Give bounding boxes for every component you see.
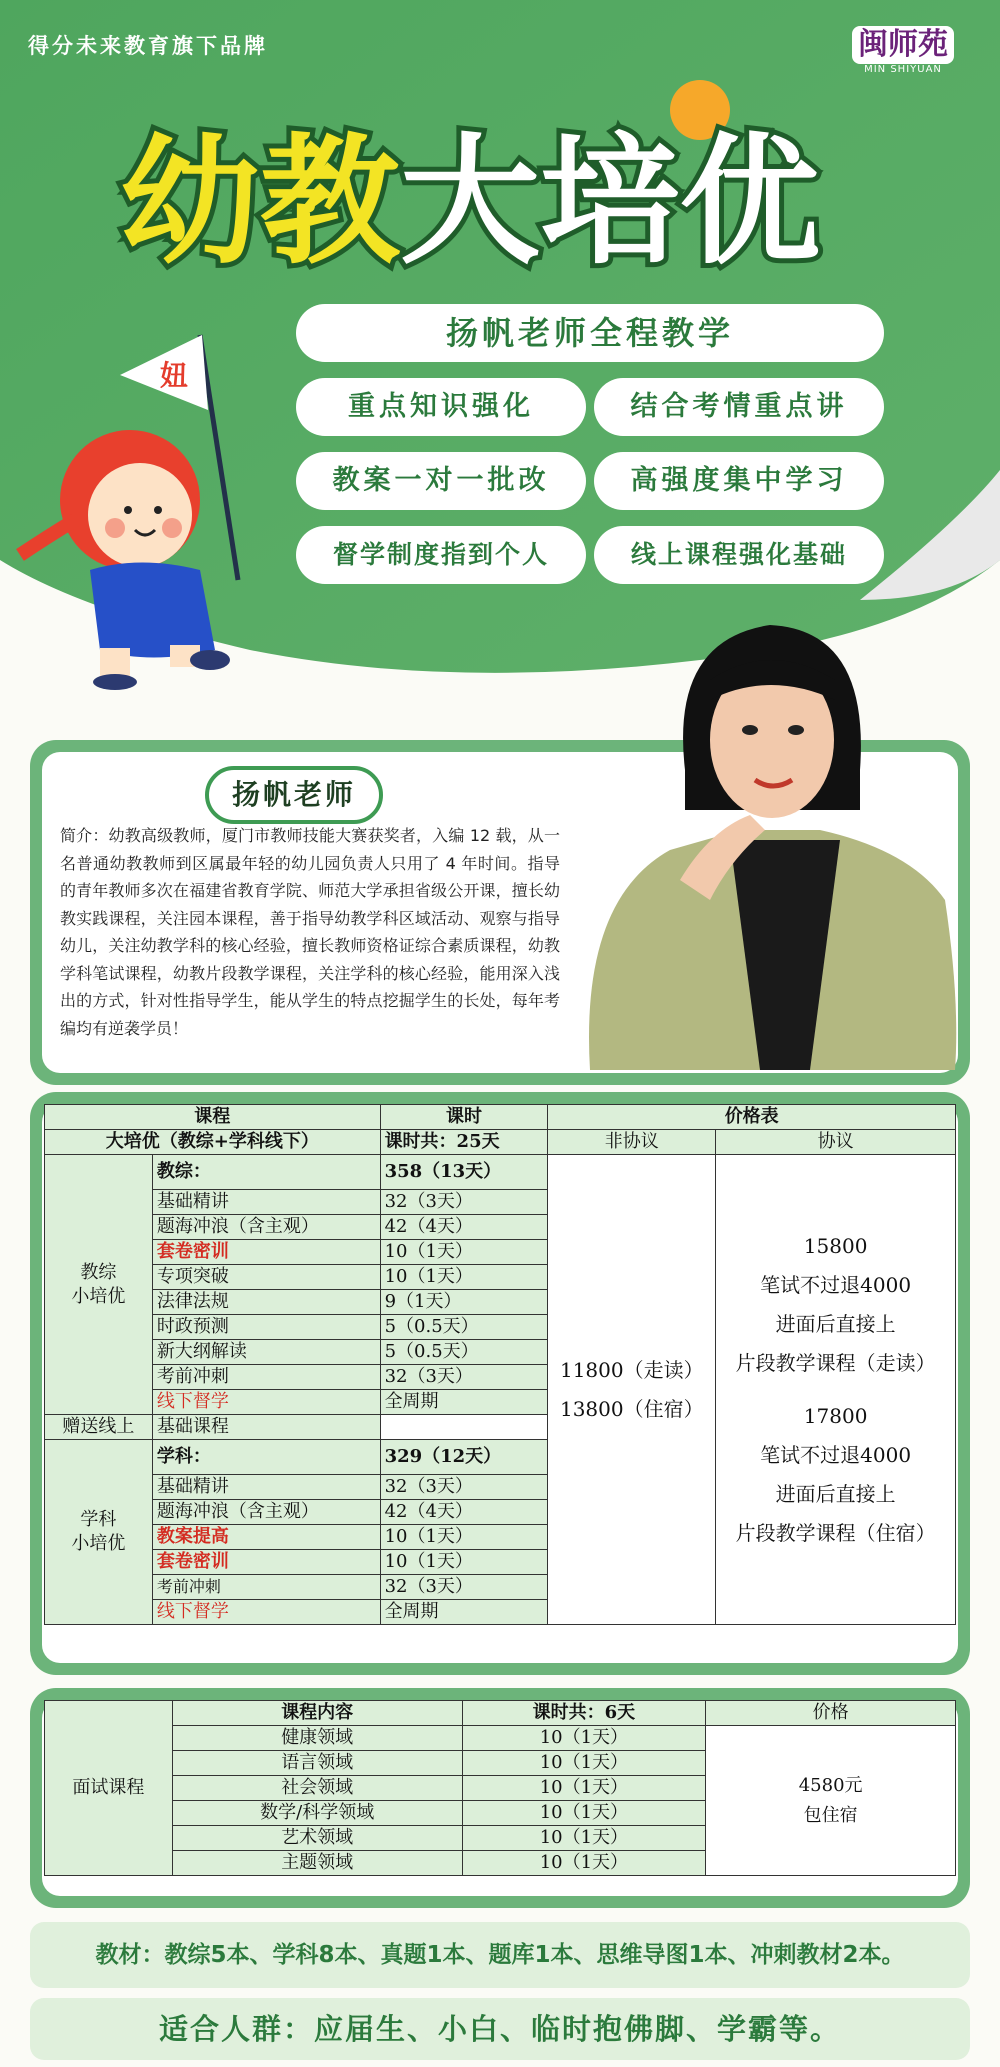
course-hours: 10（1天） bbox=[380, 1240, 548, 1265]
header-agreement: 协议 bbox=[716, 1130, 956, 1155]
course-name: 题海冲浪（含主观） bbox=[152, 1500, 380, 1525]
gift-label: 赠送线上 bbox=[45, 1415, 153, 1440]
domain-hours: 10（1天） bbox=[462, 1776, 706, 1801]
title-part1: 幼教 bbox=[120, 121, 401, 280]
agreement-line: 笔试不过退4000 bbox=[760, 1272, 912, 1297]
agreement-line: 进面后直接上 bbox=[775, 1481, 896, 1506]
course-table bbox=[44, 1104, 956, 1625]
group2-title: 学科： bbox=[152, 1440, 380, 1475]
course-hours: 9（1天） bbox=[380, 1290, 548, 1315]
logo-subtext: MIN SHIYUAN bbox=[864, 64, 942, 75]
domain-name: 健康领域 bbox=[172, 1726, 462, 1751]
gift-hours-empty bbox=[380, 1415, 548, 1440]
feature-pill-4: 高强度集中学习 bbox=[594, 452, 884, 510]
group2-total: 329（12天） bbox=[380, 1440, 548, 1475]
agreement-line: 15800 bbox=[803, 1233, 868, 1258]
course-name: 法律法规 bbox=[152, 1290, 380, 1315]
slogan-pill: 扬帆老师全程教学 bbox=[296, 304, 884, 362]
header-course: 课程 bbox=[45, 1105, 381, 1130]
course-name: 基础精讲 bbox=[152, 1475, 380, 1500]
domain-hours: 10（1天） bbox=[462, 1726, 706, 1751]
course-hours: 10（1天） bbox=[380, 1265, 548, 1290]
group2-label: 学科 小培优 bbox=[45, 1440, 153, 1625]
header-total-hours: 课时共：6天 bbox=[462, 1701, 706, 1726]
agreement-line: 片段教学课程（住宿） bbox=[735, 1520, 936, 1545]
materials-bar: 教材：教综5本、学科8本、真题1本、题库1本、思维导图1本、冲刺教材2本。 bbox=[30, 1922, 970, 1988]
domain-name: 语言领域 bbox=[172, 1751, 462, 1776]
main-title bbox=[100, 110, 900, 280]
course-hours: 全周期 bbox=[380, 1390, 548, 1415]
group1-total: 358（13天） bbox=[380, 1155, 548, 1190]
course-name: 时政预测 bbox=[152, 1315, 380, 1340]
agreement-line: 进面后直接上 bbox=[775, 1311, 896, 1336]
domain-name: 数学/科学领域 bbox=[172, 1801, 462, 1826]
course-name: 套卷密训 bbox=[152, 1240, 380, 1265]
course-hours: 42（4天） bbox=[380, 1500, 548, 1525]
agreement-line: 片段教学课程（走读） bbox=[735, 1350, 936, 1375]
brand-logo bbox=[852, 26, 954, 75]
title-part2: 大培优 bbox=[400, 121, 821, 280]
interview-price: 4580元 bbox=[798, 1774, 863, 1796]
gift-course: 基础课程 bbox=[152, 1415, 380, 1440]
agreement-line: 17800 bbox=[803, 1403, 868, 1428]
course-hours: 全周期 bbox=[380, 1600, 548, 1625]
feature-pill-6: 线上课程强化基础 bbox=[594, 526, 884, 584]
header-content: 课程内容 bbox=[172, 1701, 462, 1726]
course-name: 线下督学 bbox=[152, 1600, 380, 1625]
course-name: 教案提高 bbox=[152, 1525, 380, 1550]
audience-bar: 适合人群：应届生、小白、临时抱佛脚、学霸等。 bbox=[30, 1998, 970, 2060]
course-name: 专项突破 bbox=[152, 1265, 380, 1290]
header-price: 价格 bbox=[706, 1701, 956, 1726]
feature-pill-2: 结合考情重点讲 bbox=[594, 378, 884, 436]
course-name: 考前冲刺 bbox=[152, 1575, 380, 1600]
domain-hours: 10（1天） bbox=[462, 1751, 706, 1776]
course-name: 考前冲刺 bbox=[152, 1365, 380, 1390]
domain-hours: 10（1天） bbox=[462, 1826, 706, 1851]
brand-tag: 得分未来教育旗下品牌 bbox=[28, 34, 268, 58]
course-name: 基础精讲 bbox=[152, 1190, 380, 1215]
feature-pill-3: 教案一对一批改 bbox=[296, 452, 586, 510]
interview-label: 面试课程 bbox=[45, 1701, 173, 1876]
domain-hours: 10（1天） bbox=[462, 1851, 706, 1876]
course-name: 套卷密训 bbox=[152, 1550, 380, 1575]
teacher-bio: 简介：幼教高级教师，厦门市教师技能大赛获奖者，入编 12 载，从一名普通幼教教师到区属最年轻的幼儿园负责人只用了 4 年时间。指导的青年教师多次在福建省教育学院、师范大学承担省级公开课，擅长幼教实践课程，关注园本课程，善于指导幼教学科区域活动、观察与指导幼儿，关注幼教学科的核心经验，擅长教师资格证综合素质课程，幼教学科笔试课程，幼教片段教学课程，关注学科的核心经验，能用深入浅出的方式，针对性指导学生，能从学生的特点挖掘学生的长处，每年考编均有逆袭学员！ bbox=[60, 826, 560, 1038]
domain-name: 艺术领域 bbox=[172, 1826, 462, 1851]
course-hours: 10（1天） bbox=[380, 1525, 548, 1550]
flag-girl-illustration bbox=[0, 330, 260, 690]
non-agreement-price-1: 11800（走读） bbox=[559, 1357, 704, 1382]
header-non-agreement: 非协议 bbox=[548, 1130, 716, 1155]
logo-text: 闽师苑 bbox=[852, 26, 954, 64]
agreement-line: 笔试不过退4000 bbox=[760, 1442, 912, 1467]
course-hours: 32（3天） bbox=[380, 1190, 548, 1215]
non-agreement-price-cell bbox=[548, 1155, 716, 1625]
course-hours: 5（0.5天） bbox=[380, 1315, 548, 1340]
domain-name: 社会领域 bbox=[172, 1776, 462, 1801]
teacher-name: 扬帆老师 bbox=[205, 766, 383, 824]
feature-pill-5: 督学制度指到个人 bbox=[296, 526, 586, 584]
course-hours: 32（3天） bbox=[380, 1575, 548, 1600]
interview-price-note: 包住宿 bbox=[803, 1804, 858, 1826]
domain-hours: 10（1天） bbox=[462, 1801, 706, 1826]
header-hours: 课时 bbox=[380, 1105, 548, 1130]
agreement-price-cell bbox=[716, 1155, 956, 1625]
flag-char: 妞 bbox=[160, 359, 189, 392]
group1-title: 教综： bbox=[152, 1155, 380, 1190]
course-hours: 10（1天） bbox=[380, 1550, 548, 1575]
course-hours: 42（4天） bbox=[380, 1215, 548, 1240]
package-name: 大培优（教综+学科线下） bbox=[45, 1130, 381, 1155]
course-hours: 32（3天） bbox=[380, 1475, 548, 1500]
group1-label: 教综 小培优 bbox=[45, 1155, 153, 1415]
course-name: 线下督学 bbox=[152, 1390, 380, 1415]
header-price: 价格表 bbox=[548, 1105, 956, 1130]
course-hours: 5（0.5天） bbox=[380, 1340, 548, 1365]
feature-pill-1: 重点知识强化 bbox=[296, 378, 586, 436]
total-hours: 课时共：25天 bbox=[380, 1130, 548, 1155]
interview-table bbox=[44, 1700, 956, 1876]
course-name: 题海冲浪（含主观） bbox=[152, 1215, 380, 1240]
course-name: 新大纲解读 bbox=[152, 1340, 380, 1365]
course-hours: 32（3天） bbox=[380, 1365, 548, 1390]
non-agreement-price-2: 13800（住宿） bbox=[559, 1396, 704, 1421]
teacher-photo bbox=[560, 580, 960, 1070]
domain-name: 主题领域 bbox=[172, 1851, 462, 1876]
interview-price-cell bbox=[706, 1726, 956, 1876]
